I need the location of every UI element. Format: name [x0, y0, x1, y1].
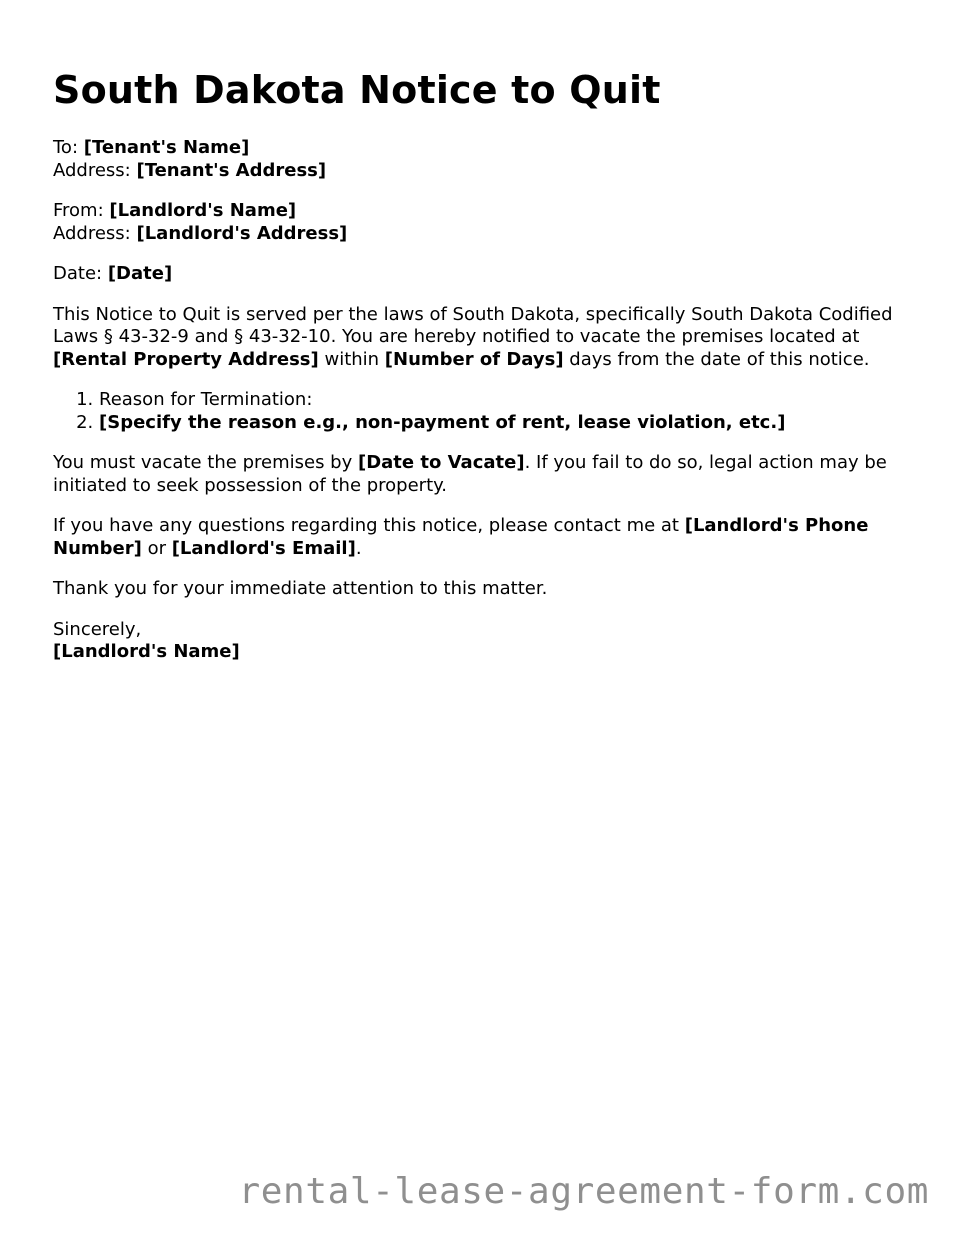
closing-block	[53, 619, 913, 664]
tenant-address-label: Address:	[53, 159, 131, 181]
date-label: Date:	[53, 263, 103, 284]
landlord-phone: [Landlord's Phone Number]	[53, 515, 869, 559]
date-to-vacate: [Date to Vacate]	[357, 452, 525, 473]
reason-label-text: Reason for Termination:	[99, 389, 313, 410]
contact-text-2: or	[141, 537, 172, 559]
landlord-name: [Landlord's Name]	[109, 200, 297, 221]
from-block	[53, 200, 913, 245]
date-block	[53, 263, 913, 286]
to-label: To:	[53, 137, 79, 158]
rental-property-address: [Rental Property Address]	[53, 348, 319, 370]
vacate-paragraph	[53, 452, 913, 497]
thanks-paragraph: Thank you for your immediate attention to this matter.	[53, 578, 548, 599]
reason-specify-text: [Specify the reason e.g., non-payment of rent, lease violation, etc.]	[99, 411, 786, 433]
landlord-address: [Landlord's Address]	[136, 222, 348, 244]
document-title: South Dakota Notice to Quit	[53, 68, 661, 112]
contact-text-3: .	[355, 537, 362, 559]
vacate-text-1: You must vacate the premises by	[53, 452, 358, 473]
landlord-address-label: Address:	[53, 222, 131, 244]
contact-text-1: If you have any questions regarding this notice, please contact me at	[53, 515, 685, 536]
number-of-days: [Number of Days]	[384, 348, 564, 370]
notice-document	[53, 64, 913, 682]
from-label: From:	[53, 200, 104, 221]
intro-text-3: days from the date of this notice.	[563, 348, 870, 370]
contact-paragraph	[53, 515, 913, 560]
reason-item-label	[99, 389, 913, 412]
closing-landlord-name: [Landlord's Name]	[53, 641, 240, 662]
site-watermark: rental-lease-agreement-form.com	[238, 1171, 929, 1212]
date-value: [Date]	[107, 263, 173, 284]
intro-paragraph	[53, 304, 913, 372]
to-block	[53, 137, 913, 182]
tenant-name: [Tenant's Name]	[83, 137, 250, 158]
reason-item-specify	[99, 412, 913, 435]
reasons-list	[53, 389, 913, 434]
intro-text-1: This Notice to Quit is served per the laws of South Dakota, specifically South Dakota Codified Laws § 43-32-9 and § 43-32-10. You are hereby notified to vacate the premises located at	[53, 303, 893, 347]
tenant-address: [Tenant's Address]	[136, 159, 327, 181]
intro-text-2: within	[318, 348, 385, 370]
closing-salutation: Sincerely,	[53, 618, 142, 640]
vacate-text-2: . If you fail to do so, legal action may be initiated to seek possession of the property.	[53, 452, 887, 496]
landlord-email: [Landlord's Email]	[171, 537, 356, 559]
